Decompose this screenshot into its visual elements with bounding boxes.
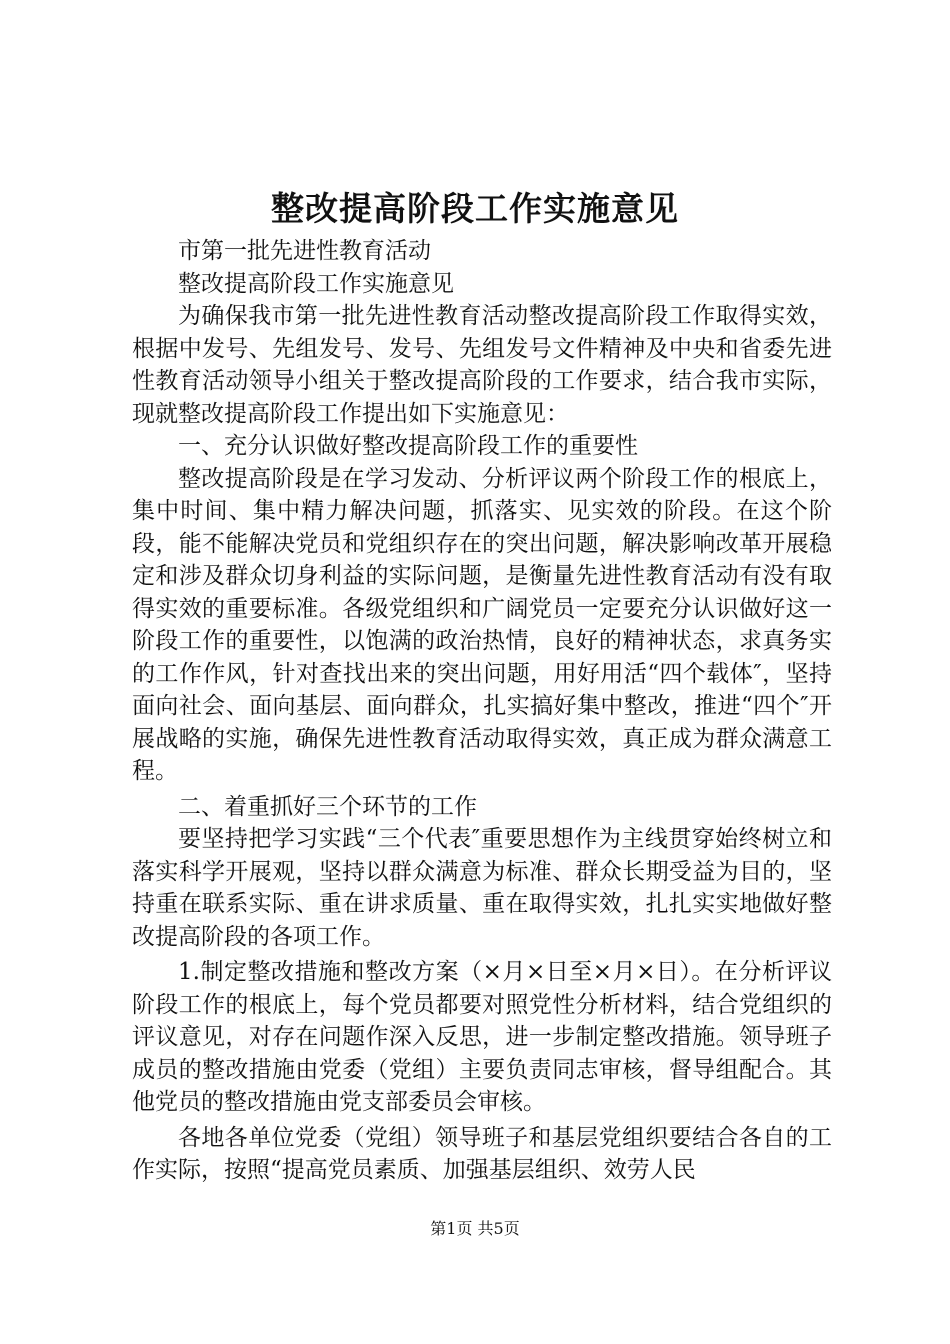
paragraph-continuation: 各地各单位党委（党组）领导班子和基层党组织要结合各自的工作实际，按照“提高党员素质、加强基层组织、效劳人民	[132, 1124, 832, 1183]
paragraph-issuer: 市第一批先进性教育活动	[178, 238, 431, 264]
paragraph-section-1: 整改提高阶段是在学习发动、分析评议两个阶段工作的根底上，集中时间、集中精力解决问题，抓落实、见实效的阶段。在这个阶段，能不能解决党员和党组织存在的突出问题，解决影响改革开展稳定和涉及群众切身利益的实际问题，是衡量先进性教育活动有没有取得实效的重要标准。各级党组织和广阔党员一定要充分认识做好这一阶段工作的重要性，以饱满的政治热情，良好的精神状态，求真务实的工作作风，针对查找出来的突出问题，用好用活“四个载体″，坚持面向社会、面向基层、面向群众，扎实搞好集中整改，推进“四个″开展战略的实施，确保先进性教育活动取得实效，真正成为群众满意工程。	[132, 465, 832, 784]
document-body	[132, 235, 832, 1187]
section-heading-2: 二、着重抓好三个环节的工作	[178, 793, 477, 820]
paragraph-section-2: 要坚持把学习实践“三个代表″重要思想作为主线贯穿始终树立和落实科学开展观，坚持以群众满意为标准、群众长期受益为目的，坚持重在联系实际、重在讲求质量、重在取得实效，扎扎实实地做好整改提高阶段的各项工作。	[132, 826, 832, 950]
page-footer: 第1页 共5页	[430, 1219, 520, 1238]
paragraph-subtitle: 整改提高阶段工作实施意见	[178, 270, 454, 297]
paragraph-intro: 为确保我市第一批先进性教育活动整改提高阶段工作取得实效，根据中发号、先组发号、发号、先组发号文件精神及中央和省委先进性教育活动领导小组关于整改提高阶段的工作要求，结合我市实际，现就整改提高阶段工作提出如下实施意见：	[132, 303, 832, 427]
document-title: 整改提高阶段工作实施意见	[271, 189, 679, 228]
paragraph-item-1: 1.制定整改措施和整改方案（×月×日至×月×日）。在分析评议阶段工作的根底上，每个党员都要对照党性分析材料，结合党组织的评议意见，对存在问题作深入反思，进一步制定整改措施。领导班子成员的整改措施由党委（党组）主要负责同志审核，督导组配合。其他党员的整改措施由党支部委员会审核。	[132, 959, 832, 1115]
section-heading-1: 一、充分认识做好整改提高阶段工作的重要性	[178, 433, 638, 459]
